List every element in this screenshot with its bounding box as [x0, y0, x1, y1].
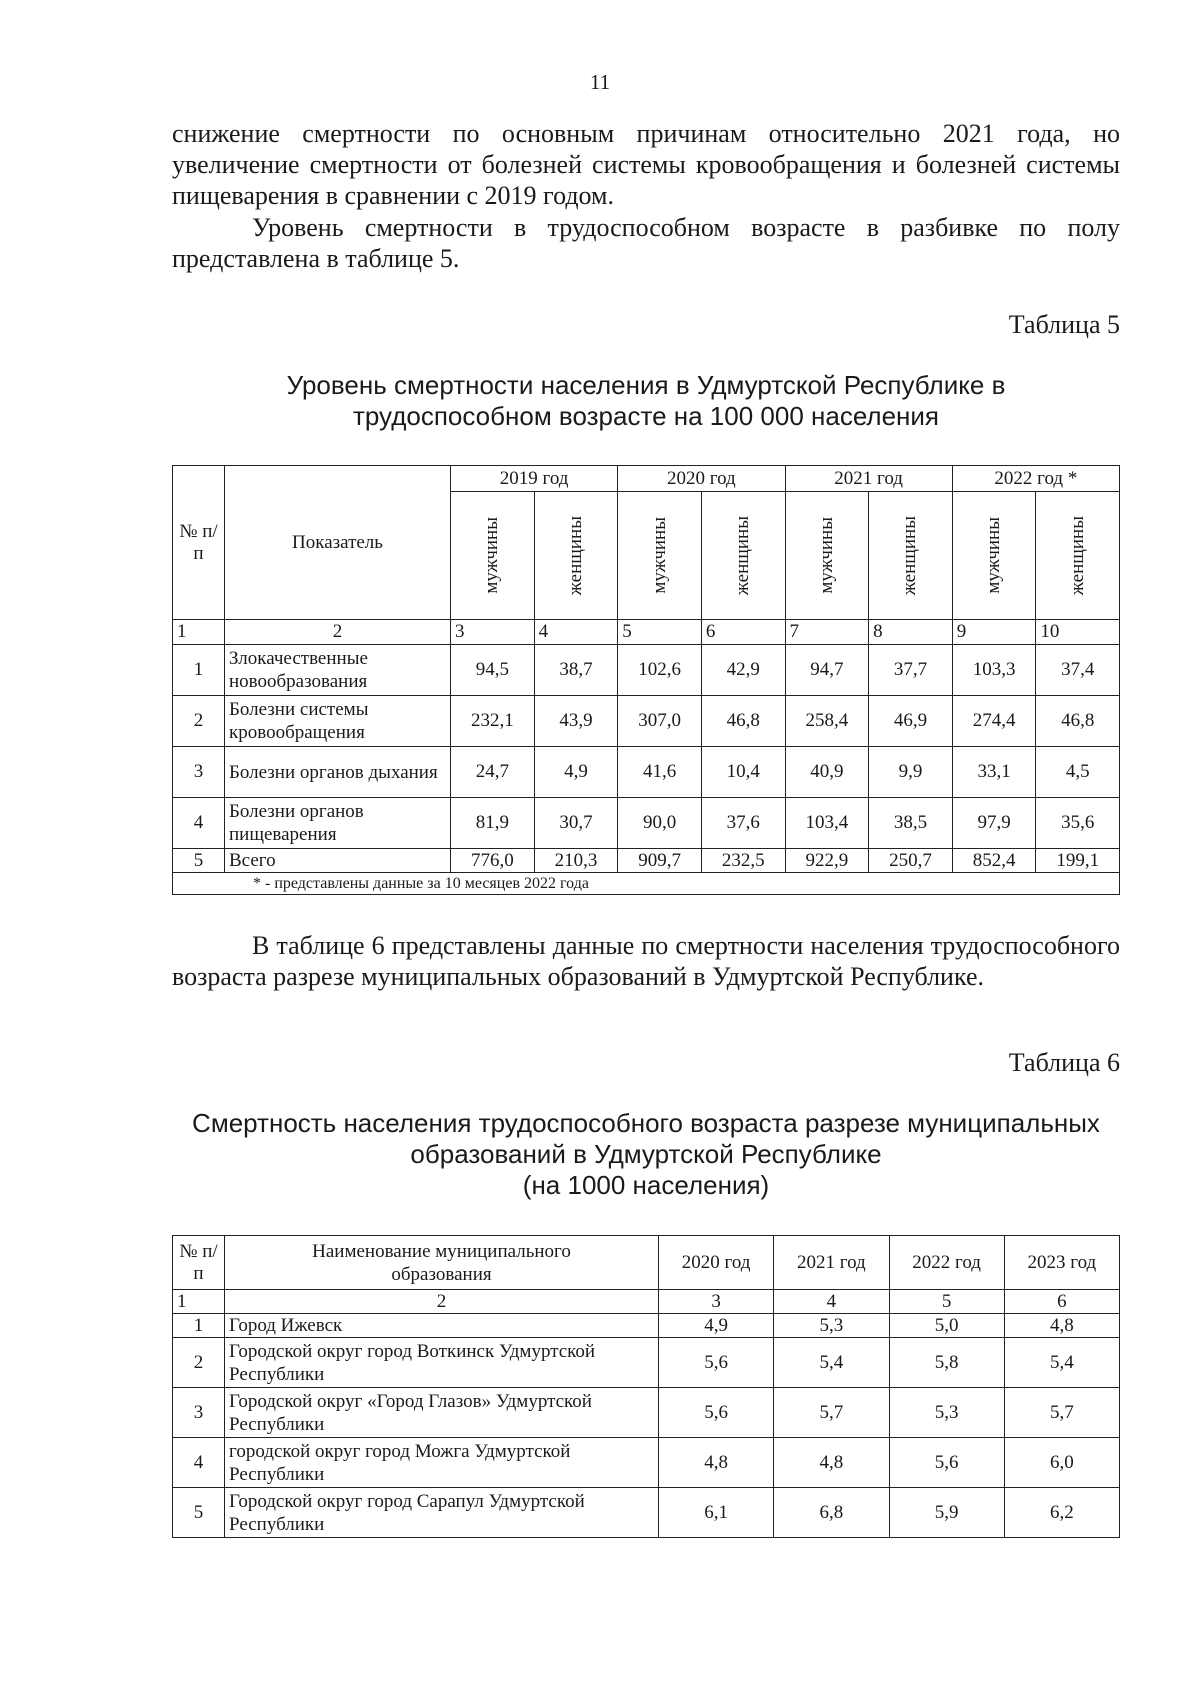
- table5-value: 38,7: [534, 645, 618, 696]
- table6-value: 4,8: [1004, 1314, 1119, 1338]
- table5-value: 258,4: [785, 696, 869, 747]
- table6-value: 5,6: [889, 1438, 1004, 1488]
- table6-value: 5,6: [659, 1388, 774, 1438]
- table5-value: 43,9: [534, 696, 618, 747]
- table6-row-num: 3: [173, 1388, 225, 1438]
- table5-value: 274,4: [952, 696, 1036, 747]
- table5-women-3: [1036, 492, 1120, 620]
- table6-value: 5,0: [889, 1314, 1004, 1338]
- table5-value: 10,4: [701, 747, 785, 798]
- table5-index-cell: 9: [952, 620, 1036, 645]
- table5-row-num: 1: [173, 645, 225, 696]
- table6-col-num: № п/п: [173, 1236, 225, 1290]
- table6-year-1: 2021 год: [774, 1236, 889, 1290]
- page-number: 11: [589, 70, 611, 94]
- table6-row-num: 1: [173, 1314, 225, 1338]
- table6-title: [172, 1108, 1120, 1201]
- table5-men-label: мужчины: [481, 517, 503, 594]
- table6: [172, 1235, 1120, 1538]
- table5-title: [172, 370, 1120, 432]
- table5-men-3: [952, 492, 1036, 620]
- table5-index-cell: 4: [534, 620, 618, 645]
- table5-value: 852,4: [952, 849, 1036, 873]
- table5-header-years: [173, 466, 1120, 492]
- table5-men-label: мужчины: [648, 517, 670, 594]
- table5-men-0: [451, 492, 535, 620]
- table6-row: [173, 1314, 1120, 1338]
- table6-row-name: Городской округ «Город Глазов» Удмуртской Республики: [225, 1388, 659, 1438]
- table6-row-name: Город Ижевск: [225, 1314, 659, 1338]
- table6-index-cell: 3: [659, 1290, 774, 1314]
- table5-value: 46,8: [1036, 696, 1120, 747]
- table5-value: 4,5: [1036, 747, 1120, 798]
- table5-year-0: 2019 год: [451, 466, 618, 492]
- table6-value: 6,8: [774, 1488, 889, 1538]
- table5-value: 37,4: [1036, 645, 1120, 696]
- table5-value: 4,9: [534, 747, 618, 798]
- table5-label: Таблица 5: [1008, 310, 1120, 339]
- table6-col-name: Наименование муниципального образования: [225, 1236, 659, 1290]
- table5-value: 30,7: [534, 798, 618, 849]
- table6-year-0: 2020 год: [659, 1236, 774, 1290]
- table5-women-label: женщины: [1066, 515, 1088, 596]
- table6-year-3: 2023 год: [1004, 1236, 1119, 1290]
- table5-year-2: 2021 год: [785, 466, 952, 492]
- table5-value: 909,7: [618, 849, 702, 873]
- table5-col-indicator: Показатель: [225, 466, 451, 620]
- table6-title-line2: образований в Удмуртской Республике: [410, 1139, 882, 1169]
- table5-footnote: * - представлены данные за 10 месяцев 2022 года: [173, 873, 1120, 895]
- table5-value: 38,5: [869, 798, 953, 849]
- table5-value: 9,9: [869, 747, 953, 798]
- table5-index-cell: 2: [225, 620, 451, 645]
- table6-value: 5,3: [774, 1314, 889, 1338]
- table6-row-name: Городской округ город Сарапул Удмуртской Республики: [225, 1488, 659, 1538]
- table5-row-num: 3: [173, 747, 225, 798]
- table5-index-cell: 3: [451, 620, 535, 645]
- intro-paragraph-2: Уровень смертности в трудоспособном возрасте в разбивке по полу представлена в таблице 5.: [172, 213, 1120, 273]
- table5-men-2: [785, 492, 869, 620]
- table5-index-cell: 7: [785, 620, 869, 645]
- table5-men-label: мужчины: [815, 517, 837, 594]
- table5-value: 94,7: [785, 645, 869, 696]
- table5-row-name: Болезни органов дыхания: [225, 747, 451, 798]
- table6-value: 5,4: [774, 1338, 889, 1388]
- table5-row-num: 4: [173, 798, 225, 849]
- table6-value: 5,8: [889, 1338, 1004, 1388]
- table6-row: [173, 1438, 1120, 1488]
- table5-row-name: Болезни системы кровообращения: [225, 696, 451, 747]
- table5-value: 90,0: [618, 798, 702, 849]
- table5-value: 210,3: [534, 849, 618, 873]
- table5-value: 103,3: [952, 645, 1036, 696]
- table5-women-label: женщины: [564, 515, 586, 596]
- table6-header: [173, 1236, 1120, 1290]
- table6-value: 6,1: [659, 1488, 774, 1538]
- table5-value: 199,1: [1036, 849, 1120, 873]
- table5-year-3: 2022 год *: [952, 466, 1119, 492]
- table6-value: 5,4: [1004, 1338, 1119, 1388]
- table5-index-cell: 6: [701, 620, 785, 645]
- table5-row: [173, 696, 1120, 747]
- table6-row-num: 2: [173, 1338, 225, 1388]
- table6-title-line1: Смертность населения трудоспособного возраста разрезе муниципальных: [192, 1108, 1100, 1138]
- table6-index-cell: 4: [774, 1290, 889, 1314]
- table5: [172, 465, 1120, 895]
- table6-value: 5,3: [889, 1388, 1004, 1438]
- table5-value: 922,9: [785, 849, 869, 873]
- table5-value: 102,6: [618, 645, 702, 696]
- table5-row-num: 5: [173, 849, 225, 873]
- table5-value: 94,5: [451, 645, 535, 696]
- table5-value: 42,9: [701, 645, 785, 696]
- table5-value: 232,5: [701, 849, 785, 873]
- table5-value: 46,9: [869, 696, 953, 747]
- table5-women-label: женщины: [899, 515, 921, 596]
- table6-value: 6,0: [1004, 1438, 1119, 1488]
- table5-year-1: 2020 год: [618, 466, 785, 492]
- table5-title-line2: трудоспособном возрасте на 100 000 населения: [352, 401, 940, 431]
- table6-row: [173, 1388, 1120, 1438]
- table6-index-row: [173, 1290, 1120, 1314]
- table6-label: Таблица 6: [1008, 1048, 1120, 1077]
- table6-row-num: 4: [173, 1438, 225, 1488]
- table5-value: 37,7: [869, 645, 953, 696]
- table6-row-name: городской округ город Можга Удмуртской Республики: [225, 1438, 659, 1488]
- table5-men-1: [618, 492, 702, 620]
- table5-value: 35,6: [1036, 798, 1120, 849]
- table6-value: 4,9: [659, 1314, 774, 1338]
- table5-row: [173, 747, 1120, 798]
- table6-value: 6,2: [1004, 1488, 1119, 1538]
- mid-paragraph: В таблице 6 представлены данные по смертности населения трудоспособного возраста разрезе муниципальных образований в Удмуртской Республике.: [172, 931, 1120, 991]
- table6-row-name: Городской округ город Воткинск Удмуртской Республики: [225, 1338, 659, 1388]
- table5-value: 81,9: [451, 798, 535, 849]
- table5-women-label: женщины: [732, 515, 754, 596]
- table5-row-name: Злокачественные новообразования: [225, 645, 451, 696]
- table5-women-1: [701, 492, 785, 620]
- table5-value: 776,0: [451, 849, 535, 873]
- table6-index-cell: 2: [225, 1290, 659, 1314]
- table5-row: [173, 798, 1120, 849]
- table6-value: 4,8: [774, 1438, 889, 1488]
- table6-title-line3: (на 1000 населения): [522, 1170, 770, 1200]
- table5-row-name: Всего: [225, 849, 451, 873]
- table5-women-0: [534, 492, 618, 620]
- table6-row: [173, 1488, 1120, 1538]
- table5-value: 24,7: [451, 747, 535, 798]
- table6-year-2: 2022 год: [889, 1236, 1004, 1290]
- table5-value: 40,9: [785, 747, 869, 798]
- table5-value: 37,6: [701, 798, 785, 849]
- table6-row: [173, 1338, 1120, 1388]
- table5-row-name: Болезни органов пищеварения: [225, 798, 451, 849]
- table5-value: 41,6: [618, 747, 702, 798]
- table6-value: 5,9: [889, 1488, 1004, 1538]
- table5-value: 250,7: [869, 849, 953, 873]
- table5-row: [173, 849, 1120, 873]
- table6-row-num: 5: [173, 1488, 225, 1538]
- table5-value: 103,4: [785, 798, 869, 849]
- table6-index-cell: 6: [1004, 1290, 1119, 1314]
- table5-footnote-row: [173, 873, 1120, 895]
- table5-row: [173, 645, 1120, 696]
- table5-women-2: [869, 492, 953, 620]
- table6-index-cell: 1: [173, 1290, 225, 1314]
- intro-paragraph: снижение смертности по основным причинам относительно 2021 года, но увеличение смертности от болезней системы кровообращения и болезней системы пищеварения в сравнении с 2019 годом.: [172, 119, 1120, 210]
- table5-title-line1: Уровень смертности населения в Удмуртской Республике в: [286, 370, 1006, 400]
- table5-index-row: [173, 620, 1120, 645]
- table5-value: 97,9: [952, 798, 1036, 849]
- table5-value: 33,1: [952, 747, 1036, 798]
- table5-index-cell: 5: [618, 620, 702, 645]
- table5-men-label: мужчины: [983, 517, 1005, 594]
- table6-value: 5,6: [659, 1338, 774, 1388]
- table5-index-cell: 10: [1036, 620, 1120, 645]
- table6-value: 5,7: [774, 1388, 889, 1438]
- table5-value: 46,8: [701, 696, 785, 747]
- table6-value: 5,7: [1004, 1388, 1119, 1438]
- table5-index-cell: 1: [173, 620, 225, 645]
- table5-value: 232,1: [451, 696, 535, 747]
- table5-value: 307,0: [618, 696, 702, 747]
- table6-value: 4,8: [659, 1438, 774, 1488]
- table6-index-cell: 5: [889, 1290, 1004, 1314]
- table5-index-cell: 8: [869, 620, 953, 645]
- table5-row-num: 2: [173, 696, 225, 747]
- table5-col-num: № п/п: [173, 466, 225, 620]
